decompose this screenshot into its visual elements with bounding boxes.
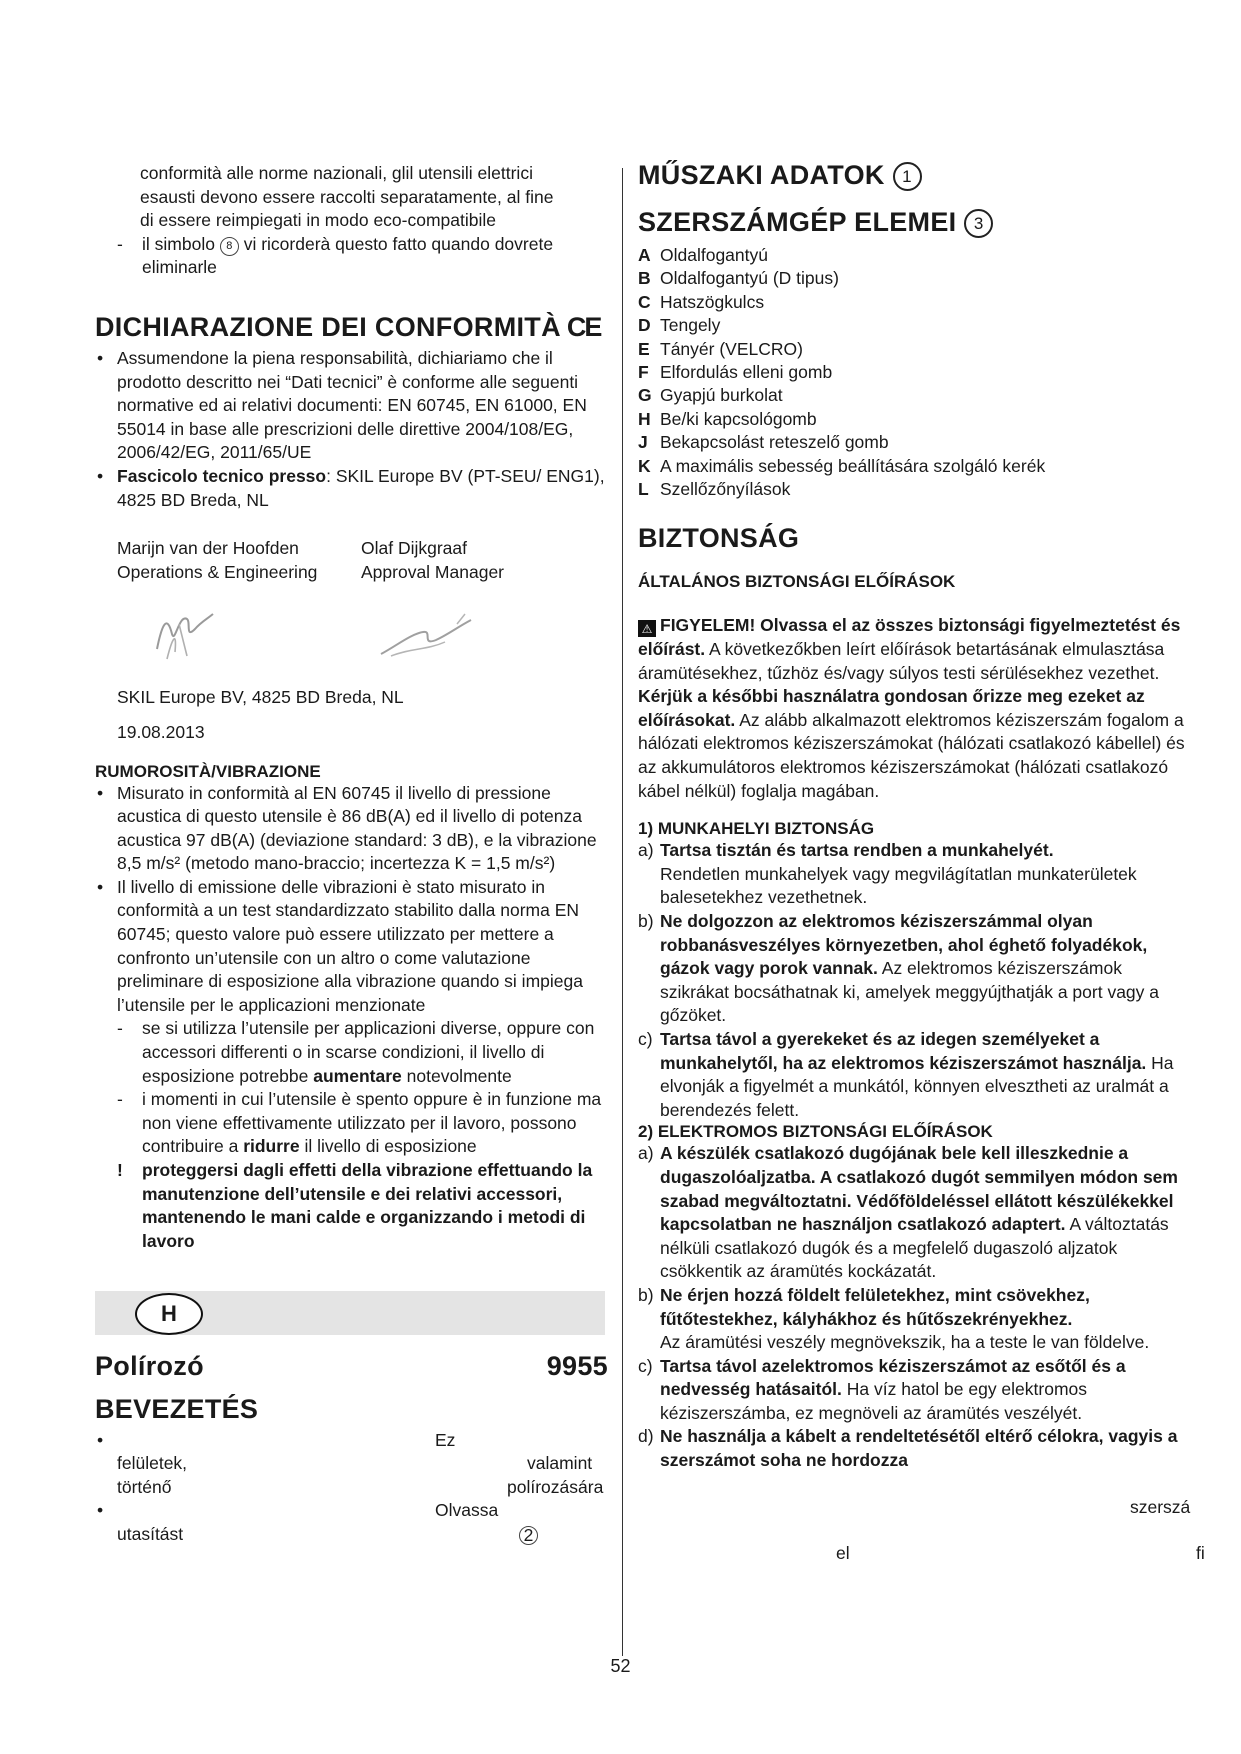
list-item: H Be/ki kapcsológomb xyxy=(638,408,817,429)
intro-fragments xyxy=(95,1429,605,1549)
signatories xyxy=(95,537,605,684)
safety-item: c) Tartsa távol a gyerekeket és az idegen személyeket a munkahelytől, ha az elektromos kéziszerszámot használja. Ha elvonják a figyelmét a munkától, könnyen elvesztheti az uralmát a berendezés felett. xyxy=(638,1028,1174,1120)
intro-line: di essere reimpiegati in modo eco-compatibile xyxy=(140,210,497,231)
text-fragment: valamint xyxy=(527,1453,593,1474)
disposal-dash: - il simbolo 8 vi ricorderà questo fatto quando dovrete eliminarle xyxy=(117,233,554,278)
noise-dash: - i momenti in cui l’utensile è spento oppure è in funzione ma non viene effettivamente utilizzato per il lavoro, possono contribuire a ridurre il livello di esposizione xyxy=(117,1089,602,1157)
parts-title: SZERSZÁMGÉP ELEMEI 3 xyxy=(638,207,1193,238)
figure-2-reference: 2 xyxy=(519,1526,538,1545)
symbol-8-reference: 8 xyxy=(220,237,239,256)
bullet-mark: • xyxy=(97,1500,104,1521)
signatory: Marijn van der Hoofden Operations & Engineering xyxy=(117,537,361,684)
list-item: C Hatszögkulcs xyxy=(638,291,765,312)
language-badge: H xyxy=(135,1293,203,1335)
text-fragment: fi xyxy=(1196,1543,1205,1563)
conformity-bullet: • Fascicolo tecnico presso: SKIL Europe BV (PT-SEU/ ENG1), 4825 BD Breda, NL xyxy=(95,465,605,512)
figure-1-reference: 1 xyxy=(893,162,922,191)
noise-section-title: RUMOROSITÀ/VIBRAZIONE xyxy=(95,761,321,781)
intro-line: conformità alle norme nazionali, glil utensili elettrici xyxy=(140,163,533,183)
text-fragment: el xyxy=(836,1543,850,1563)
list-item: D Tengely xyxy=(638,315,721,336)
warning-paragraph: ⚠ FIGYELEM! Olvassa el az összes biztonsági figyelmeztetést és előírást. A következőkben leírt előírások betartásának elmulasztása áramütésekhez, tűzhöz és/vagy súlyos testi sérülésekhez vezethet. Kérjük a későbbi használatra gondosan őrizze meg ezeket az előírásokat. Az alább alkalmazott elektromos kéziszerszám fogalom a hálózati elektromos kéziszerszámokat (hálózati csatlakozó kábellel) és az akkumulátoros elektromos kéziszerszámokat (hálózati csatlakozó kábel nélkül) foglalja magában. xyxy=(638,615,1185,801)
tech-data-title: MŰSZAKI ADATOK 1 xyxy=(638,160,1193,191)
parts-list xyxy=(638,244,1193,501)
conformity-bullet: • Assumendone la piena responsabilità, dichiariamo che il prodotto descritto nei “Dati tecnici” è conforme alle seguenti normative ed ai relativi documenti: EN 60745, EN 61000, EN 55014 in base alle prescrizioni delle direttive 2004/108/EG, 2006/42/EG, 2011/65/UE xyxy=(95,347,605,465)
list-item: J Bekapcsolást reteszelő gomb xyxy=(638,432,889,453)
safety-item: b) Ne dolgozzon az elektromos kéziszerszámmal olyan robbanásveszélyes környezetben, ahol éghető folyadékok, gázok vagy porok vannak. Az elektromos kéziszerszámok szikrákat bocsáthatnak ki, amelyek meggyújthatják a port vagy a gőzöket. xyxy=(638,911,1159,1026)
language-banner xyxy=(95,1291,605,1335)
noise-bullet: • Il livello di emissione delle vibrazioni è stato misurato in conformità a un test standardizzato stabilito dalla norma EN 60745; questo valore può essere utilizzato per mettere a confronto un’utensile con un altro o come valutazione preliminare di esposizione alla vibrazione quando si impiega l’utensile per le applicazioni menzionate xyxy=(95,876,605,1018)
list-item: L Szellőzőnyílások xyxy=(638,479,791,500)
product-title-row xyxy=(95,1351,608,1382)
text-fragment: utasítást xyxy=(117,1524,184,1545)
safety-item: a) A készülék csatlakozó dugójának bele kell illeszkednie a dugaszolóaljzatba. A csatlakozó dugót semmilyen módon sem szabad megváltoztatni. Védőföldeléssel ellátott készülékekkel kapcsolatban ne használjon csatlakozó adaptert. A változtatás nélküli csatlakozó dugók és a megfelelő dugaszoló aljzatok csökkentik az áramütés kockázatát. xyxy=(638,1143,1178,1282)
left-column xyxy=(95,162,608,1549)
text-fragment: szerszá xyxy=(1130,1497,1191,1517)
text-fragment: Ez xyxy=(435,1430,456,1451)
column-divider xyxy=(622,168,623,1656)
text-fragment: történő xyxy=(117,1477,172,1498)
product-number: 9955 xyxy=(546,1351,608,1382)
text-fragment: polírozására xyxy=(507,1477,604,1498)
ce-mark-icon: CE xyxy=(566,311,601,342)
disposal-paragraph xyxy=(95,162,605,233)
figure-3-reference: 3 xyxy=(964,209,993,238)
list-item: E Tányér (VELCRO) xyxy=(638,338,803,359)
right-column xyxy=(638,160,1193,1473)
intro-title: BEVEZETÉS xyxy=(95,1394,259,1425)
safety-item: a) Tartsa tisztán és tartsa rendben a munkahelyét. Rendetlen munkahelyek vagy megvilágítatlan munkaterületek balesetekhez vezethetnek. xyxy=(638,840,1137,908)
page-number: 52 xyxy=(610,1656,631,1676)
intro-line: esausti devono essere raccolti separatamente, al fine xyxy=(140,186,554,207)
list-item: A Oldalfogantyú xyxy=(638,245,768,265)
text-fragment: felületek, xyxy=(117,1453,188,1474)
list-item: B Oldalfogantyú (D tipus) xyxy=(638,268,839,289)
vibration-warning: ! proteggersi dagli effetti della vibrazione effettuando la manutenzione dell’utensile e dei relativi accessori, mantenendo le mani calde e organizzando i metodi di lavoro xyxy=(117,1160,593,1251)
safety-item: c) Tartsa távol azelektromos kéziszerszámot az esőtől és a nedvesség hatásaitól. Ha víz hatol be egy elektromos kéziszerszámba, ez megnöveli az áramütés veszélyét. xyxy=(638,1355,1126,1423)
product-name: Polírozó xyxy=(95,1351,204,1382)
declaration-date: 19.08.2013 xyxy=(117,721,205,742)
conformity-title: DICHIARAZIONE DEI CONFORMITÀ CE xyxy=(95,311,601,342)
signature-icon xyxy=(117,584,361,684)
list-item: G Gyapjú burkolat xyxy=(638,385,783,406)
text-fragment: Olvassa xyxy=(435,1500,499,1521)
safety-item: d) Ne használja a kábelt a rendeltetésétől eltérő célokra, vagyis a szerszámot soha ne hordozza xyxy=(638,1426,1178,1471)
noise-dash: - se si utilizza l’utensile per applicazioni diverse, oppure con accessori differenti o in scarse condizioni, il livello di esposizione potrebbe aumentare notevolmente xyxy=(117,1018,595,1086)
company-address: SKIL Europe BV, 4825 BD Breda, NL xyxy=(117,687,404,708)
bullet-mark: • xyxy=(97,1430,104,1451)
warning-icon: ⚠ xyxy=(638,620,656,637)
signature-icon xyxy=(361,584,605,684)
list-item: K A maximális sebesség beállítására szolgáló kerék xyxy=(638,455,1046,476)
safety-title: BIZTONSÁG xyxy=(638,523,800,554)
general-safety-title: ÁLTALÁNOS BIZTONSÁGI ELŐÍRÁSOK xyxy=(638,572,956,592)
list-item: F Elfordulás elleni gomb xyxy=(638,362,833,383)
signatory: Olaf Dijkgraaf Approval Manager xyxy=(361,537,605,684)
noise-bullet: • Misurato in conformità al EN 60745 il livello di pressione acustica di questo utensile è 86 dB(A) ed il livello di potenza acustica 97 dB(A) (deviazione standard: 3 dB), e la vibrazione 8,5 m/s² (metodo mano-braccio; incertezza K = 1,5 m/s²) xyxy=(95,782,605,876)
electrical-safety-title: 2) ELEKTROMOS BIZTONSÁGI ELŐÍRÁSOK xyxy=(638,1122,993,1142)
work-safety-title: 1) MUNKAHELYI BIZTONSÁG xyxy=(638,819,875,839)
safety-item: b) Ne érjen hozzá földelt felületekhez, mint csövekhez, fűtőtestekhez, kályhákhoz és hűtőszekrényekhez. Az áramütési veszély megnövekszik, ha a teste le van földelve. xyxy=(638,1284,1150,1353)
